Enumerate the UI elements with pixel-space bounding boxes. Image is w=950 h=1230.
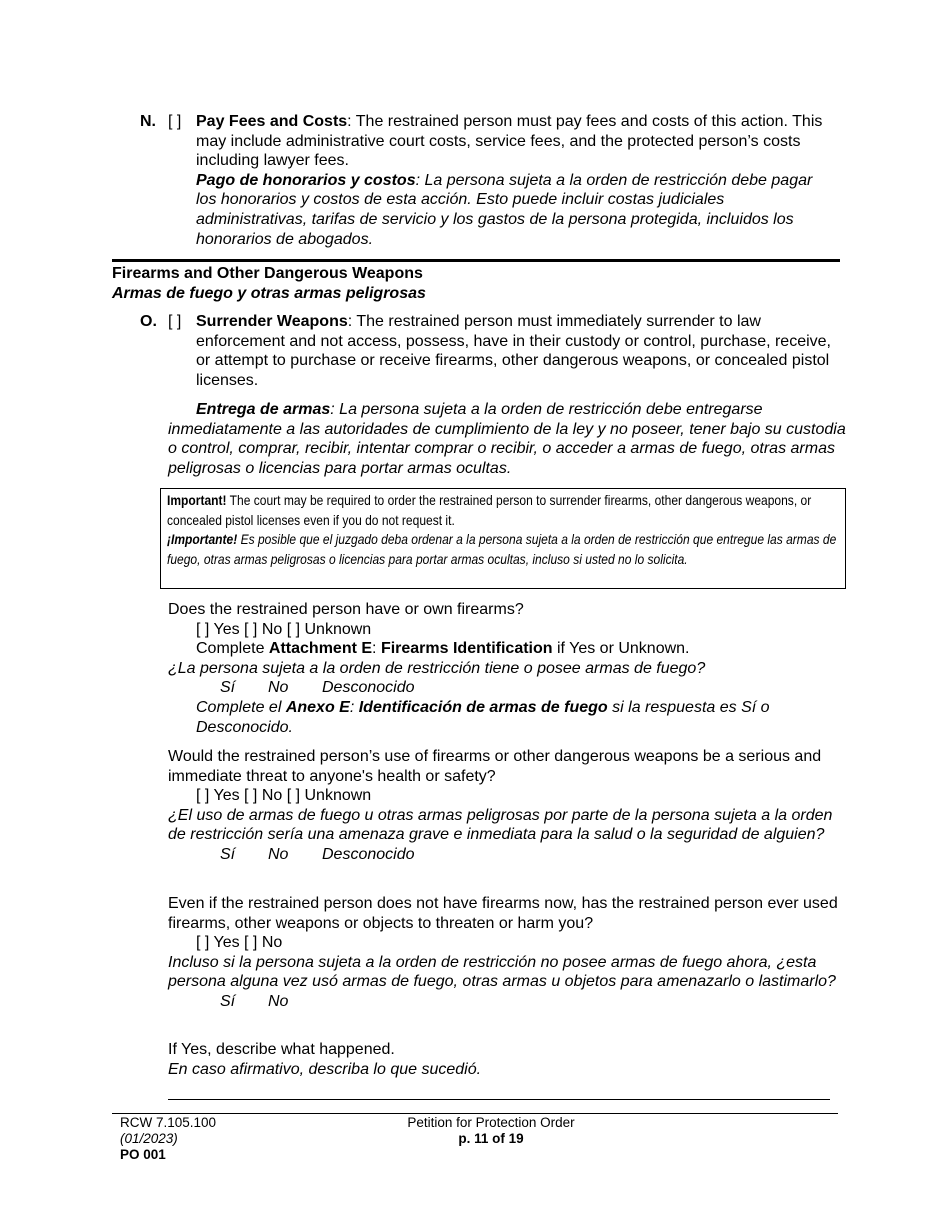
yes-no-options[interactable]: [ ] Yes [ ] No (196, 934, 283, 952)
important-text: The court may be required to order the restrained person to surrender firearms, other dangerous weapons, or concealed pistol licenses even if you do not request it. (167, 492, 812, 528)
footer-form-number: PO 001 (120, 1147, 166, 1162)
spanish-options (168, 992, 848, 1012)
section-title-es: Pago de honorarios y costos (196, 171, 416, 189)
section-n-body (196, 112, 836, 249)
yes-no-unknown-options[interactable]: [ ] Yes [ ] No [ ] Unknown (196, 787, 372, 805)
spanish-options (168, 678, 848, 698)
section-letter: N. (140, 113, 156, 130)
section-divider (112, 259, 840, 262)
heading-spanish: Armas de fuego y otras armas peligrosas (112, 284, 426, 302)
section-text: : The restrained person must immediately surrender to law enforcement and not access, possess, have in their custody or control, purchase, receive, or attempt to purchase or receive firearms, other dangerous weapons, or concealed pistol licenses. (196, 313, 831, 389)
question-english: Would the restrained person’s use of firearms or other dangerous weapons be a serious and immediate threat to anyone's health or safety? (168, 748, 822, 785)
section-letter: O. (140, 313, 157, 330)
footer-title: Petition for Protection Order (407, 1115, 575, 1130)
question-english: Even if the restrained person does not have firearms now, has the restrained person ever used firearms, other weapons or objects to threaten or harm you? (168, 895, 838, 932)
section-n-spanish (196, 171, 836, 249)
section-o-body (196, 312, 836, 390)
option-no[interactable]: No (268, 992, 289, 1010)
option-si[interactable]: Sí (220, 679, 236, 697)
footer-date: (01/2023) (120, 1131, 178, 1146)
answer-line[interactable] (168, 1099, 830, 1100)
instruction-text-es: Complete el (196, 698, 286, 716)
question-spanish: ¿La persona sujeta a la orden de restricción tiene o posee armas de fuego? (168, 659, 706, 677)
instruction-condition: if Yes or Unknown. (552, 640, 690, 658)
yes-no-unknown-options[interactable]: [ ] Yes [ ] No [ ] Unknown (196, 620, 372, 638)
complete-anexo-instruction (168, 698, 848, 737)
option-si[interactable]: Sí (220, 992, 236, 1010)
firearms-heading (112, 264, 426, 303)
section-o-english (196, 312, 836, 390)
section-text: : The restrained person must pay fees and costs of this action. This may include administrative court costs, service fees, and the protected person’s costs including lawyer fees. (196, 113, 823, 170)
important-english (167, 491, 846, 530)
question-have-firearms (168, 600, 848, 737)
anexo-name: Anexo E (285, 698, 350, 716)
section-title: Surrender Weapons (196, 313, 348, 330)
instruction-text: Complete (196, 640, 269, 658)
spanish-options (168, 845, 848, 865)
surrender-weapons-checkbox[interactable]: [ ] (168, 313, 182, 330)
question-used-weapons (168, 894, 848, 1012)
section-n-english (196, 112, 836, 171)
footer-rcw: RCW 7.105.100 (120, 1115, 217, 1130)
footer-rule (112, 1113, 838, 1114)
option-desconocido[interactable]: Desconocido (322, 845, 415, 863)
important-spanish (167, 530, 846, 569)
footer-center (360, 1115, 622, 1147)
option-no[interactable]: No (268, 679, 289, 697)
footer-page-number: p. 11 of 19 (458, 1131, 524, 1146)
pay-fees-checkbox[interactable]: [ ] (168, 113, 182, 130)
important-text-es: Es posible que el juzgado deba ordenar a la persona sujeta a la orden de restricción que entregue las armas de fuego, otras armas peligrosas o licencias para portar armas ocultas, incluso si usted no lo solicita. (167, 531, 837, 567)
attachment-name: Attachment E (268, 640, 373, 658)
important-notice-box (160, 488, 846, 589)
heading-english: Firearms and Other Dangerous Weapons (112, 265, 423, 282)
question-serious-threat (168, 747, 848, 865)
instruction-separator-es: : (349, 698, 359, 716)
describe-english: If Yes, describe what happened. (168, 1041, 395, 1058)
option-no[interactable]: No (268, 845, 289, 863)
question-spanish: Incluso si la persona sujeta a la orden de restricción no posee armas de fuego ahora, ¿esta persona alguna vez usó armas de fuego, otras armas u objetos para amenazarlo o lastimarlo? (168, 953, 836, 991)
question-english: Does the restrained person have or own firearms? (168, 601, 524, 618)
attachment-title: Firearms Identification (380, 640, 553, 658)
section-text-es: : La persona sujeta a la orden de restricción debe entregarse inmediatamente a las autoridades de cumplimiento de la ley y no poseer, tener bajo su custodia o control, comprar, recibir, intentar comprar o recibir, o acceder a armas de fuego, otras armas peligrosas o licencias para portar armas ocultas. (168, 401, 846, 477)
section-title-es: Entrega de armas (196, 401, 331, 418)
important-label-es: ¡Importante! (167, 531, 238, 547)
complete-attachment-instruction (168, 639, 848, 659)
option-si[interactable]: Sí (220, 845, 236, 863)
instruction-condition-es: si la respuesta es Sí o Desconocido. (196, 698, 770, 736)
question-spanish: ¿El uso de armas de fuego u otras armas peligrosas por parte de la persona sujeta a la orden de restricción sería una amenaza grave e inmediata para la salud o la seguridad de alguien? (168, 806, 833, 844)
option-desconocido[interactable]: Desconocido (322, 679, 415, 697)
instruction-separator: : (372, 640, 381, 658)
footer-left (120, 1115, 216, 1163)
describe-what-happened (168, 1040, 848, 1079)
section-title: Pay Fees and Costs (196, 113, 348, 130)
section-text-es: : La persona sujeta a la orden de restricción debe pagar los honorarios y costos de esta acción. Esto puede incluir costas judiciales administrativas, tarifas de servicio y los gastos de la persona protegida, incluidos los honorarios de abogados. (196, 171, 813, 248)
anexo-title: Identificación de armas de fuego (358, 698, 608, 716)
important-label: Important! (167, 492, 227, 508)
describe-spanish: En caso afirmativo, describa lo que sucedió. (168, 1060, 482, 1078)
section-o-spanish (168, 400, 848, 478)
